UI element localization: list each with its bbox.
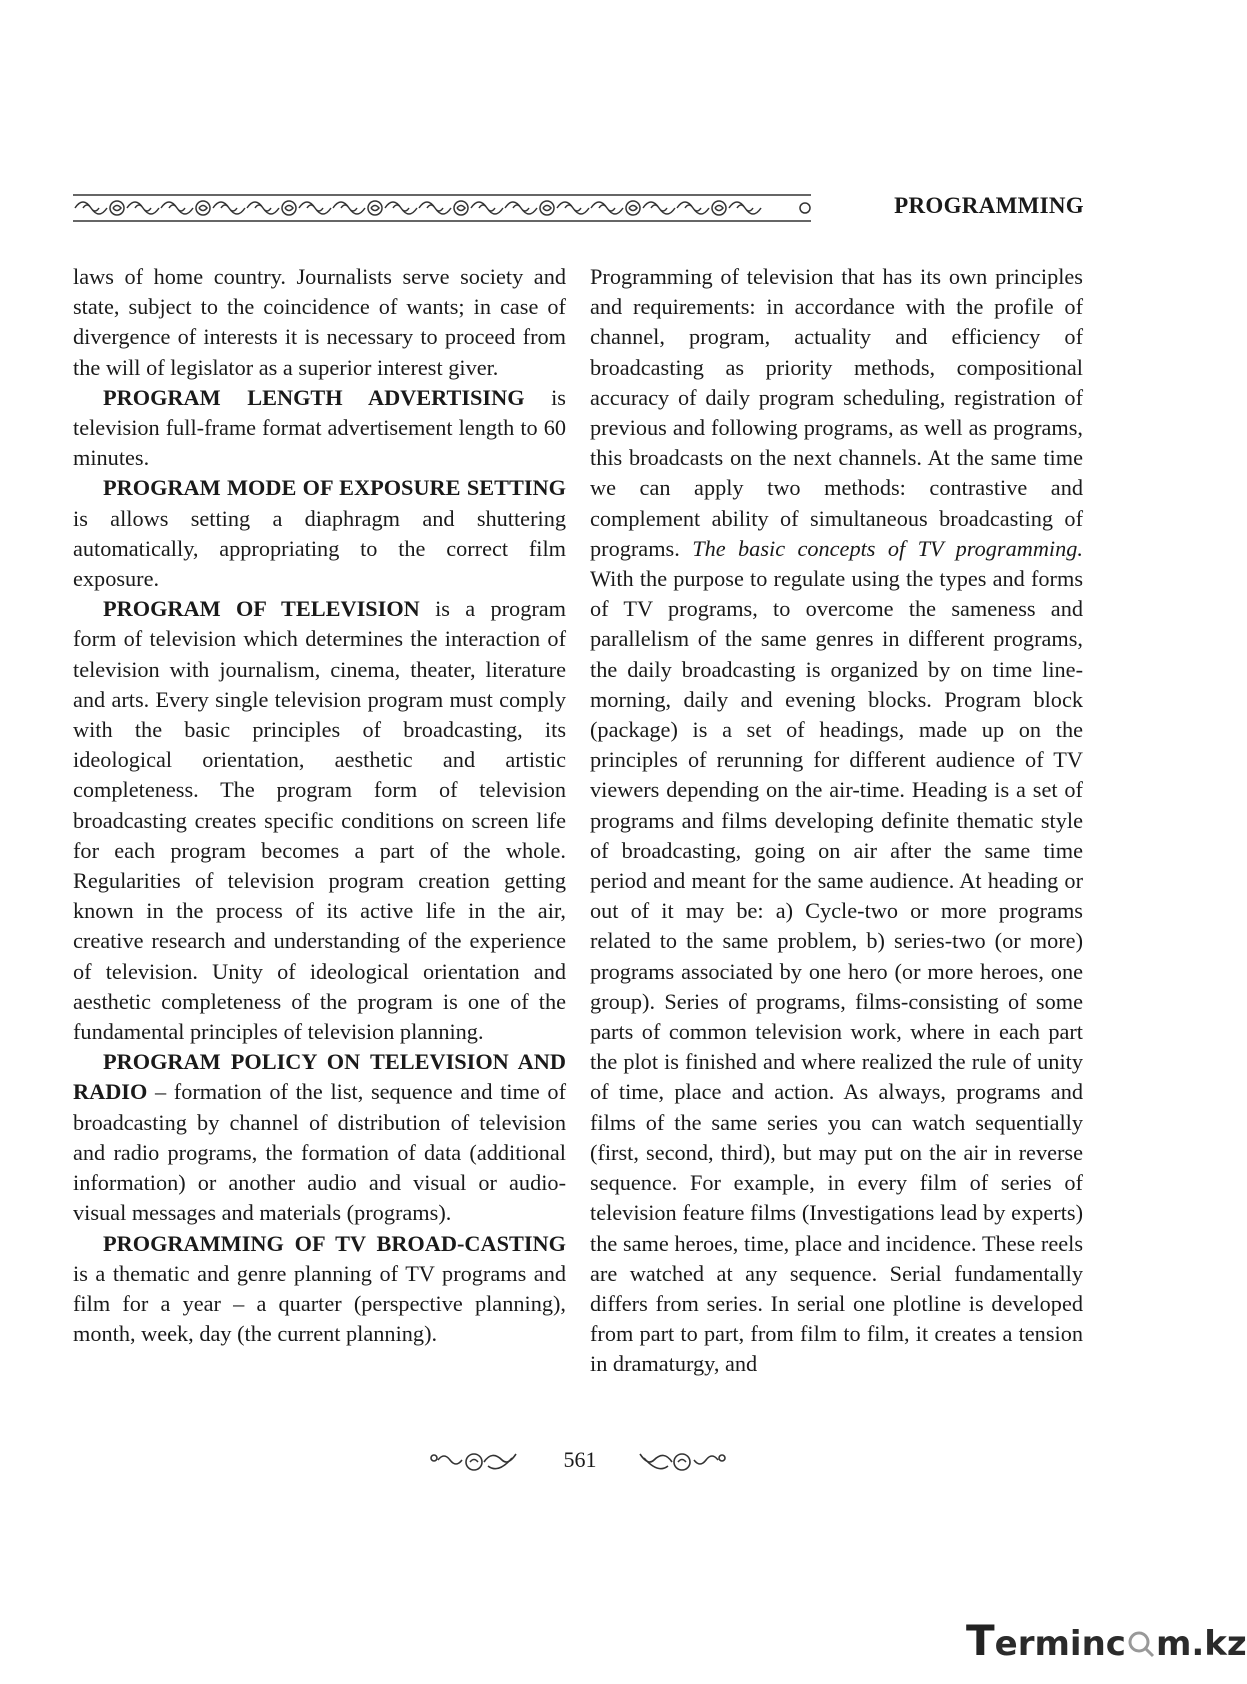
logo-domain: m.kz xyxy=(1155,1624,1247,1664)
glossary-entry-program-policy xyxy=(73,1047,566,1228)
footer-ornament-right xyxy=(638,1448,728,1474)
header-ornament-border xyxy=(73,192,811,224)
entry-definition: is television full-frame format advertisement length to 60 minutes. xyxy=(73,384,566,471)
entry-term: PROGRAM OF TELEVISION xyxy=(103,596,420,622)
paragraph-continuation xyxy=(590,262,1083,1380)
entry-term: PROGRAM POLICY ON TELEVISION AND RADIO xyxy=(73,1049,566,1105)
glossary-entry-program-length-advertising xyxy=(73,383,566,474)
paragraph-continuation: laws of home country. Journalists serve society and state, subject to the coincidence of wants; in case of divergence of interests it is necessary to proceed from the will of legislator as a superior interest giver. xyxy=(73,264,566,380)
right-text-column xyxy=(590,262,1083,1380)
page-number: 561 xyxy=(563,1447,597,1472)
italic-subheading: The basic concepts of TV programming. xyxy=(692,535,1083,561)
entry-term: PROGRAM LENGTH ADVERTISING xyxy=(103,384,525,410)
footer-ornament-left xyxy=(428,1448,518,1474)
glossary-entry-programming-of-tv-broadcasting xyxy=(73,1229,566,1350)
entry-definition: is allows setting a diaphragm and shuttering automatically, appropriating to the correct film exposure. xyxy=(73,505,566,592)
termincom-watermark-logo xyxy=(966,1616,1247,1665)
logo-text: erminc xyxy=(994,1624,1126,1664)
entry-definition: is a program form of television which determines the interaction of television with journalism, cinema, theater, literature and arts. Every single television program must comply with the basic principles of broadcasting, its ideological orientation, aesthetic and artistic completeness. The program form of television broadcasting creates specific conditions on screen life for each program becomes a part of the whole. Regularities of television program creation getting known in the process of its active life in the air, creative research and understanding of the experience of television. Unity of ideological orientation and aesthetic completeness of the program is one of the fundamental principles of television planning. xyxy=(73,596,567,1045)
logo-letter-t: T xyxy=(966,1616,995,1665)
glossary-entry-program-mode-of-exposure-setting xyxy=(73,473,566,594)
entry-definition: – formation of the list, sequence and time of broadcasting by channel of distribution of television and radio programs, the formation of data (additional information) or another audio and visual or audio-visual messages and materials (programs). xyxy=(73,1079,566,1226)
entry-definition: is a thematic and genre planning of TV programs and film for a year – a quarter (perspective planning), month, week, day (the current planning). xyxy=(73,1260,566,1347)
left-text-column xyxy=(73,262,566,1349)
entry-term: PROGRAM MODE OF EXPOSURE SETTING xyxy=(103,475,566,501)
running-head-title: PROGRAMMING xyxy=(894,193,1084,218)
glossary-entry-program-of-television xyxy=(73,594,566,1047)
entry-term: PROGRAMMING OF TV BROAD-CASTING xyxy=(103,1230,566,1256)
magnifier-icon xyxy=(1126,1629,1156,1659)
paragraph-text: Programming of television that has its own principles and requirements: in accordance with the profile of channel, program, actuality and efficiency of broadcasting as priority methods, compositional accuracy of daily program scheduling, registration of previous and following programs, as well as programs, this broadcasts on the next channels. At the same time we can apply two methods: contrastive and complement ability of simultaneous broadcasting of programs. xyxy=(590,264,1083,561)
paragraph-text: With the purpose to regulate using the types and forms of TV programs, to overcome the sameness and parallelism of the same genres in different programs, the daily broadcasting is organized by on time line-morning, daily and evening blocks. Program block (package) is a set of headings, made up on the principles of rerunning for different audience of TV viewers depending on the air-time. Heading is a set of programs and films developing definite thematic style of broadcasting, going on air after the same time period and meant for the same audience. At heading or out of it may be: a) Cycle-two or more programs related to the same problem, b) series-two (or more) programs associated by one hero (or more heroes, one group). Series of programs, films-consisting of some parts of common television work, where in each part the plot is finished and where realized the rule of unity of time, place and action. As always, programs and films of the same series you can watch sequentially (first, second, third), but may put on the air in reverse sequence. For example, in every film of series of television feature films (Investigations lead by experts) the same heroes, time, place and incidence. These reels are watched at any sequence. Serial fundamentally differs from series. In serial one plotline is developed from part to part, from film to film, it creates a tension in dramaturgy, and xyxy=(590,566,1083,1377)
